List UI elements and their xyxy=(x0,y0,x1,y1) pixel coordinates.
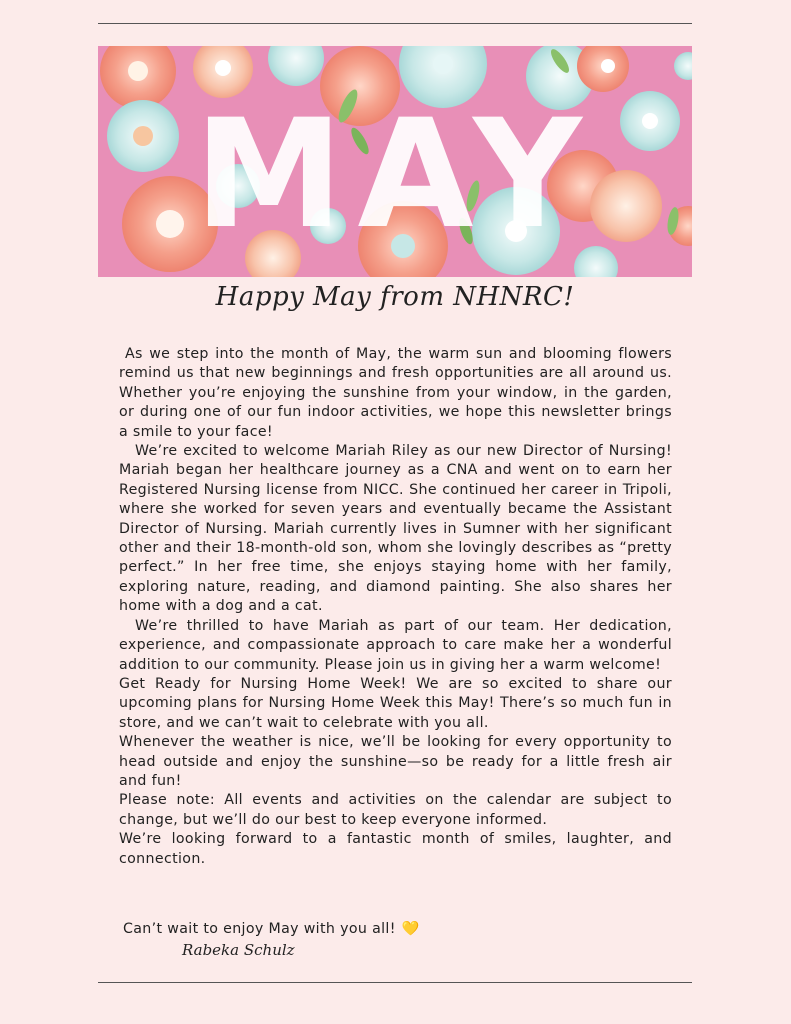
may-heading: MAY xyxy=(194,88,596,262)
closing-line xyxy=(123,921,420,937)
closing-text: Can’t wait to enjoy May with you all! xyxy=(123,921,396,937)
yellow-heart-icon: 💛 xyxy=(401,921,420,937)
greeting-title: Happy May from NHNRC! xyxy=(215,282,575,312)
weather-paragraph: Whenever the weather is nice, we’ll be looking for every opportunity to head outside and enjoy the sunshine—so be ready for a little fresh air and fun! xyxy=(119,734,672,789)
looking-forward-paragraph: We’re looking forward to a fantastic month of smiles, laughter, and connection. xyxy=(119,831,672,867)
welcome-paragraph: We’re excited to welcome Mariah Riley as our new Director of Nursing! Mariah began her healthcare journey as a CNA and went on to earn her Registered Nursing license from NICC. She continued her career in Tripoli, where she worked for seven years and eventually became the Assistant Director of Nursing. Mariah currently lives in Sumner with her significant other and their 18-month-old son, whom she lovingly describes as “pretty perfect.” In her free time, she enjoys staying home with her family, exploring nature, reading, and diamond painting. She also shares her home with a dog and a cat. xyxy=(119,443,672,615)
nursing-home-week-paragraph: Get Ready for Nursing Home Week! We are so excited to share our upcoming plans for Nursing Home Week this May! There’s so much fun in store, and we can’t wait to celebrate with you all. xyxy=(119,675,672,731)
team-paragraph: We’re thrilled to have Mariah as part of our team. Her dedication, experience, and compassionate approach to care make her a wonderful addition to our community. Please join us in giving her a warm welcome! xyxy=(119,617,672,673)
bottom-divider xyxy=(98,982,692,983)
intro-paragraph: As we step into the month of May, the warm sun and blooming flowers remind us that new beginnings and fresh opportunities are all around us. Whether you’re enjoying the sunshine from your window, in the garden, or during one of our fun indoor activities, we hope this newsletter brings a smile to your face! xyxy=(119,346,672,440)
signature: Rabeka Schulz xyxy=(182,941,295,959)
may-banner-image xyxy=(98,46,692,277)
note-paragraph: Please note: All events and activities on the calendar are subject to change, but we’ll do our best to keep everyone informed. xyxy=(119,792,672,828)
newsletter-body xyxy=(119,345,672,869)
top-divider xyxy=(98,23,692,24)
